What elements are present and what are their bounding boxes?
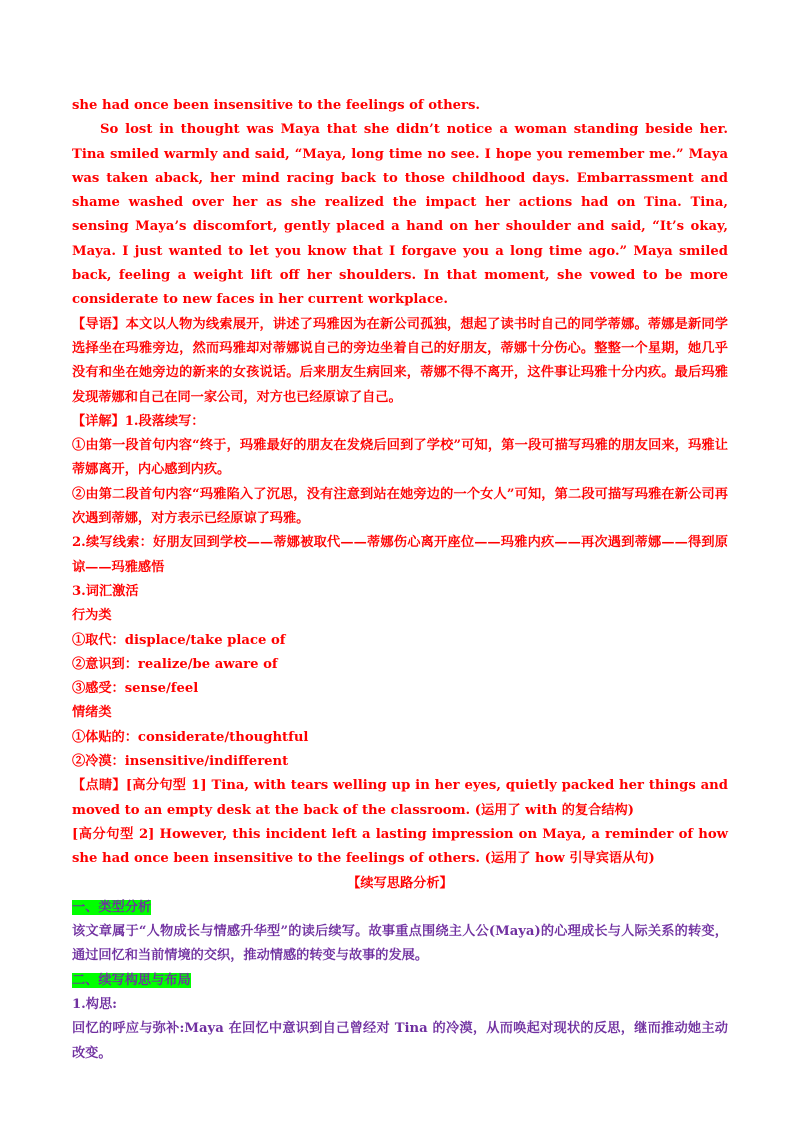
detail-item-1: ①由第一段首句内容“终于，玛雅最好的朋友在发烧后回到了学校”可知，第一段可描写玛雅的朋友回来，玛雅让蒂娜离开，内心感到内疚。: [72, 438, 728, 478]
section-1-text: 该文章属于“人物成长与情感升华型”的读后续写。故事重点围绕主人公(Maya)的心理成长与人际关系的转变，通过回忆和当前情境的交织，推动情感的转变与故事的发展。: [72, 924, 728, 964]
section-2-heading: 二、续写构思与布局: [72, 972, 191, 988]
behavior-item: ③感受：sense/feel: [72, 681, 199, 697]
guide-paragraph: 【导语】本文以人物为线索展开，讲述了玛雅因为在新公司孤独，想起了读书时自己的同学蒂娜。蒂娜是新同学选择坐在玛雅旁边，然而玛雅却对蒂娜说自己的旁边坐着自己的好朋友，蒂娜十分伤心。整整一个星期，她几乎没有和坐在她旁边的新来的女孩说话。后来朋友生病回来，蒂娜不得不离开，这件事让玛雅十分内疚。最后玛雅发现蒂娜和自己在同一家公司，对方也已经原谅了自己。: [72, 316, 728, 405]
document-page: [72, 94, 728, 1066]
story-paragraph-1-tail: she had once been insensitive to the feelings of others.: [72, 98, 481, 113]
highlight-sentence-2: [高分句型 2] However, this incident left a lasting impression on Maya, a reminder of how she had once been insensitive to the feelings of others. (运用了 how 引导宾语从句): [72, 826, 728, 867]
sub-1-heading: 1.构思:: [72, 996, 118, 1012]
analysis-title: 【续写思路分析】: [347, 875, 453, 891]
emotion-item: ①体贴的：considerate/thoughtful: [72, 729, 309, 745]
behavior-item: ①取代：displace/take place of: [72, 632, 286, 648]
vocab-heading: 3.词汇激活: [72, 583, 139, 599]
behavior-heading: 行为类: [72, 608, 112, 624]
emotion-item: ②冷漠：insensitive/indifferent: [72, 754, 289, 770]
behavior-item: ②意识到：realize/be aware of: [72, 656, 278, 672]
highlight-sentence-1: 【点睛】[高分句型 1] Tina, with tears welling up in her eyes, quietly packed her things and moved to an empty desk at the back of the classroom. (运用了 with 的复合结构): [72, 778, 728, 818]
section-1-heading: 一、类型分析: [72, 899, 152, 915]
emotion-heading: 情绪类: [72, 705, 112, 721]
continuation-clue: 2.续写线索：好朋友回到学校——蒂娜被取代——蒂娜伤心离开座位——玛雅内疚——再次遇到蒂娜——得到原谅——玛雅感悟: [72, 535, 728, 575]
sub-1-text: 回忆的呼应与弥补:Maya 在回忆中意识到自己曾经对 Tina 的冷漠，从而唤起对现状的反思，继而推动她主动改变。: [72, 1021, 728, 1061]
section-2-heading-line: [72, 969, 728, 993]
section-1-heading-line: [72, 896, 728, 920]
detail-item-2: ②由第二段首句内容“玛雅陷入了沉思，没有注意到站在她旁边的一个女人”可知，第二段可描写玛雅在新公司再次遇到蒂娜，对方表示已经原谅了玛雅。: [72, 486, 728, 527]
story-paragraph-2: So lost in thought was Maya that she didn’t notice a woman standing beside her. Tina smiled warmly and said, “Maya, long time no see. I hope you remember me.” Maya was taken aback, her mind racing back to those childhood days. Embarrassment and shame washed over her as she realized the impact her actions had on Tina. Tina, sensing Maya’s discomfort, gently placed a hand on her shoulder and said, “It’s okay, Maya. I just wanted to let you know that I forgave you a long time ago.” Maya smiled back, feeling a weight lift off her shoulders. In that moment, she vowed to be more considerate to new faces in her current workplace.: [72, 122, 728, 308]
detail-heading: 【详解】1.段落续写：: [72, 413, 205, 429]
